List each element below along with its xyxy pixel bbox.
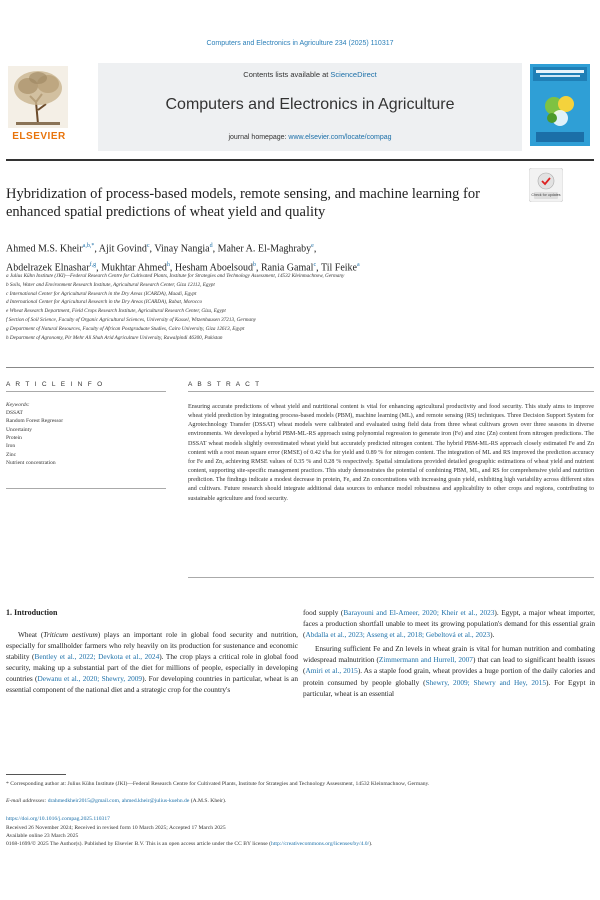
citation-link[interactable]: Zimmermann and Hurrell, 2007 — [378, 655, 473, 665]
intro-paragraph-1-cont — [303, 607, 595, 640]
citation-link[interactable]: Dewanu et al., 2020; Shewry, 2009 — [37, 674, 143, 684]
affiliation-line: h Department of Agronomy, Pir Mehr Ali Shah Arid Agriculture University, Rawalpindi 46300, Pakistan — [6, 334, 223, 341]
affiliation-line: c International Center for Agricultural Research in the Dry Areas (ICARDA), Maadi, Egypt — [6, 290, 197, 297]
article-info-heading: A R T I C L E I N F O — [6, 381, 105, 388]
license-text-end: ). — [369, 841, 373, 847]
journal-reference-link[interactable]: Computers and Electronics in Agriculture 234 (2025) 110317 — [206, 40, 394, 47]
affiliation-line: b Soils, Water and Environment Research Institute, Agricultural Research Center, Giza 12112, Egypt — [6, 281, 215, 288]
sciencedirect-link[interactable]: ScienceDirect — [330, 70, 377, 79]
keyword-item: Random Forest Regressor — [6, 418, 64, 425]
affiliation-marker[interactable]: c — [313, 262, 317, 269]
journal-title: Computers and Electronics in Agriculture — [165, 96, 455, 113]
keyword-item: Protein — [6, 434, 22, 441]
affiliation-marker[interactable]: a — [356, 262, 360, 269]
text-run: ). The crop plays a critical role in global food security, making up a substantial part of the diet for millions of people, especially in developing countries ( — [6, 652, 298, 684]
affiliation-marker[interactable]: b — [252, 262, 256, 269]
license-link[interactable]: http://creativecommons.org/licenses/by/4.0/ — [271, 841, 370, 847]
citation-link[interactable]: Abdalla et al., 2023; Asseng et al., 2018; Gebeltová et al., 2023 — [305, 630, 491, 640]
abstract-bottom-divider — [188, 577, 594, 578]
article-info-divider — [6, 391, 166, 392]
header-divider — [6, 159, 594, 161]
affiliation-line: f Section of Soil Science, Faculty of Organic Agricultural Sciences, University of Kassel, Witzenhausen 37213, Germany — [6, 317, 256, 323]
email-line — [6, 797, 596, 805]
affiliation-marker[interactable]: f,g — [89, 262, 97, 269]
citation-link[interactable]: Shewry, 2009; Shewry and Hey, 2015 — [425, 677, 546, 687]
available-online-date: Available online 23 March 2025 — [6, 833, 79, 839]
email-links[interactable]: drahmedkheir2015@gmail.com, ahmed.kheir@julius-kuehn.de — [47, 798, 190, 804]
author-separator: , — [313, 243, 317, 255]
author-separator: , — [94, 243, 99, 255]
elsevier-wordmark: ELSEVIER — [12, 131, 66, 142]
abstract-heading: A B S T R A C T — [188, 381, 261, 388]
journal-homepage-line — [98, 134, 522, 141]
doi-text[interactable]: https://doi.org/10.1016/j.compag.2025.110317 — [6, 816, 110, 822]
doi-link[interactable] — [6, 815, 596, 823]
keywords-label: Keywords: — [6, 402, 30, 408]
elsevier-tree-logo-icon — [8, 66, 68, 128]
article-info-bottom-divider — [6, 488, 166, 489]
email-label: E-mail addresses: — [6, 798, 48, 804]
keyword-item: Uncertainty — [6, 426, 32, 433]
check-for-updates-button[interactable] — [529, 168, 563, 202]
text-run: Ensuring sufficient Fe and Zn levels in wheat grain is vital for human nutrition and combating widespread malnutrition ( — [303, 644, 595, 665]
license-line — [6, 840, 596, 848]
affiliation-line: d International Center for Agricultural Research in the Dry Areas (ICARDA), Rabat, Morocco — [6, 299, 203, 306]
affiliation-line: a Julius Kühn Institute (JKI)—Federal Research Centre for Cultivated Plants, Institute for Strategies and Technology Assessment, 14532 Kleinmachnow, Germany — [6, 273, 345, 279]
author-separator: , — [316, 262, 321, 274]
text-run: food supply ( — [303, 608, 344, 617]
text-run: ). For developing countries in particular, wheat is an essential component of the national diet and a strategic crop for the country's — [6, 674, 298, 695]
contents-available-line — [98, 70, 522, 79]
abstract-divider — [188, 391, 594, 392]
introduction-right-column — [303, 607, 595, 699]
intro-paragraph-2 — [303, 643, 595, 698]
author-name[interactable]: Abdelrazek Elnashar — [6, 262, 90, 274]
footnote-divider — [6, 774, 66, 775]
article-title: Hybridization of process-based models, remote sensing, and machine learning for enhanced spatial predictions of wheat yield and quality — [6, 186, 480, 220]
author-name[interactable]: Maher A. El-Maghraby — [217, 243, 312, 255]
affiliation-marker[interactable]: e — [311, 243, 314, 249]
text-run: ) that can lead to significant health issues ( — [303, 655, 595, 676]
author-line-1 — [6, 238, 596, 257]
author-separator: , — [169, 262, 175, 274]
affiliation-marker[interactable]: h — [166, 262, 170, 269]
check-for-updates-label: Check for updates — [531, 193, 561, 197]
author-separator: , — [212, 243, 218, 255]
affiliation-marker[interactable]: a,b,* — [82, 243, 95, 249]
text-run: ). As a staple food grain, wheat provides a huge portion of the daily calories and protein consumed by people globally ( — [303, 666, 595, 687]
author-name[interactable]: Hesham Aboelsoud — [174, 262, 253, 274]
intro-paragraph-1 — [6, 629, 298, 696]
homepage-prefix: journal homepage: — [228, 134, 289, 141]
text-run: ). — [490, 630, 495, 640]
author-separator: , — [149, 243, 155, 255]
license-text: 0168-1699/© 2025 The Author(s). Published by Elsevier B.V. This is an open access article under the CC BY license ( — [6, 841, 272, 847]
affiliation-line: e Wheat Research Department, Field Crops Research Institute, Agricultural Research Center, Giza, Egypt — [6, 308, 226, 315]
text-run: ). Egypt, a major wheat importer, faces a production shortfall unable to meet its growing population's demand for this essential grain ( — [303, 608, 595, 640]
text-run: Wheat ( — [18, 630, 44, 639]
author-name[interactable]: Vinay Nangia — [154, 243, 210, 255]
author-list — [6, 238, 596, 277]
citation-link[interactable]: Barayouni and El-Ameer, 2020; Kheir et al., 2023 — [343, 608, 495, 617]
author-name[interactable]: Mukhtar Ahmed — [101, 262, 167, 274]
keyword-item: DSSAT — [6, 410, 23, 416]
author-name[interactable]: Rania Gamal — [260, 262, 314, 274]
author-name[interactable]: Til Feike — [320, 262, 357, 274]
keyword-item: Zinc — [6, 451, 17, 458]
journal-cover-image[interactable] — [530, 64, 590, 146]
corresponding-author-note: * Corresponding author at: Julius Kühn Institute (JKI)—Federal Research Centre for Cultivated Plants, Institute for Strategies and Technology Assessment, 14532 Kleinmachnow, Germany. — [6, 781, 430, 787]
received-dates: Received 26 November 2024; Received in revised form 10 March 2025; Accepted 17 March 2025 — [6, 825, 226, 831]
affiliation-line: g Department of Natural Resources, Faculty of African Postgraduate Studies, Cairo University, Giza 12613, Egypt — [6, 325, 245, 332]
keyword-item: Nutrient concentration — [6, 459, 56, 466]
affiliation-marker[interactable]: d — [209, 243, 213, 249]
introduction-left-column — [6, 629, 298, 696]
keyword-item: Iron — [6, 443, 16, 450]
email-suffix: (A.M.S. Kheir). — [189, 798, 227, 804]
author-name[interactable]: Ahmed M.S. Kheir — [6, 243, 83, 255]
contents-prefix: Contents lists available at — [243, 70, 331, 79]
text-run: ). For Egypt in particular, wheat is an essential — [303, 677, 595, 698]
citation-link[interactable]: Amiri et al., 2015 — [305, 666, 358, 676]
affiliation-marker[interactable]: c — [146, 243, 150, 249]
section-divider — [6, 367, 594, 368]
species-name: Triticum aestivum — [43, 630, 98, 639]
citation-link[interactable]: Bentley et al., 2022; Devkota et al., 2024 — [34, 652, 160, 662]
author-separator: , — [96, 262, 102, 274]
abstract-text: Ensuring accurate predictions of wheat yield and nutritional content is vital for enhancing agricultural productivity and food security. This study aims to improve wheat yield prediction by integrating process-based models (PBM), machine learning (ML), and remote sensing (RS) techniques. Three Decision Support System for Agrotechnology Transfer (DSSAT) wheat models were calibrated and evaluated using field data from three wheat cultivars grown over three seasons in diverse environments. We developed a hybrid PBM-ML-RS approach using polynomial regression to generate iron (Fe) and zinc (Zn) content from nitrogen predictions. The DSSAT wheat models slightly overestimated wheat yield but accurately predicted nitrogen content. The hybrid PBM-ML-RS approach closely estimated Fe and Zn content with a root mean square error (RMSE) of 0.42 t/ha for yield and 0.89 % for nitrogen content. The integration of ML and RS improved the prediction accuracy for Fe and Zn, achieving RMSE values of 0.35 % and 0.28 % respectively. Spatial simulations provided detailed geographic estimations of wheat yield and nutrient content, supporting site-specific management practices. This study demonstrates the potential of combining PBM, ML, and RS for comprehensive yield and nutrition prediction. The findings indicate a modest decrease in protein, Fe, and Zn concentrations with increasing grain yield, exhibiting high variability across different sites and cultivars. Future research should integrate additional data sources to enhance model robustness and applicability to other crops and regions, contributing to sustainable agriculture and food security. — [188, 404, 594, 502]
text-run: ) plays an important role in global food security and nutrition, especially for smallholder farmers who rely heavily on its production for sustenance and economic stability ( — [6, 630, 298, 662]
introduction-heading: 1. Introduction — [6, 608, 58, 617]
author-separator: , — [255, 262, 261, 274]
journal-homepage-link[interactable]: www.elsevier.com/locate/compag — [288, 134, 392, 141]
author-name[interactable]: Ajit Govind — [98, 243, 147, 255]
